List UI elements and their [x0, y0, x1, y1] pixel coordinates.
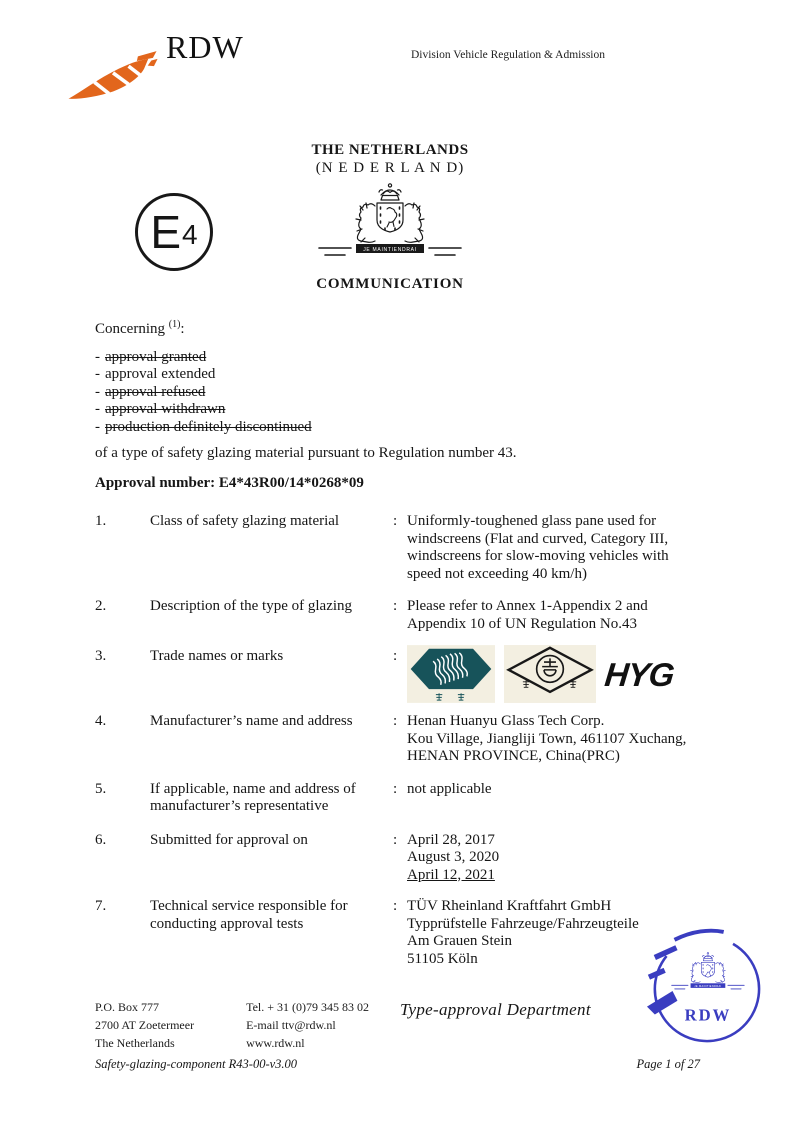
- stamp-feather-strokes-icon: [649, 931, 724, 978]
- footer-contact: Tel. + 31 (0)79 345 83 02 E-mail ttv@rdw.nl www.rdw.nl: [246, 1000, 370, 1050]
- hyg-logo: HYG: [603, 655, 676, 693]
- item-value: [407, 648, 707, 703]
- rdw-wordmark: RDW: [166, 29, 244, 65]
- huanyu-diamond-logo-icon: [504, 645, 596, 703]
- item-number: 6.: [95, 831, 107, 848]
- communication-heading: COMMUNICATION: [316, 276, 464, 292]
- item-colon: :: [393, 780, 398, 797]
- item-value: TÜV Rheinland Kraftfahrt GmbH Typprüfstelle Fahrzeuge/Fahrzeugteile Am Grauen Stein 51105 Köln: [407, 898, 639, 967]
- netherlands-coat-of-arms: [315, 182, 465, 264]
- division-title: Division Vehicle Regulation & Admission: [410, 49, 605, 61]
- footer: [95, 998, 369, 1052]
- item-label: If applicable, name and address of manufacturer’s representative: [150, 780, 356, 814]
- rdw-stamp: [645, 928, 763, 1048]
- item-technical-service: [95, 898, 707, 968]
- masthead: [0, 142, 780, 293]
- item-label: Class of safety glazing material: [150, 513, 340, 529]
- item-colon: :: [393, 648, 398, 664]
- option-approval-withdrawn: - approval withdrawn: [95, 401, 226, 417]
- latest-submission-date: April 12, 2021: [407, 866, 495, 883]
- item-value: Please refer to Annex 1-Appendix 2 and Appendix 10 of UN Regulation No.43: [407, 598, 648, 632]
- stamp-coat-of-arms: [672, 953, 745, 989]
- item-label: Manufacturer’s name and address: [150, 713, 353, 729]
- item-colon: :: [393, 898, 398, 914]
- trademark-logos: [407, 645, 707, 703]
- item-value: Uniformly-toughened glass pane used for windscreens (Flat and curved, Category III, windscreens for slow-moving vehicles with speed not exceeding 40 km/h): [407, 513, 669, 582]
- item-trade-names: [95, 648, 707, 703]
- item-colon: :: [393, 513, 398, 529]
- item-label: Trade names or marks: [150, 648, 284, 664]
- item-number: 3.: [95, 648, 107, 664]
- option-production-discontinued: - production definitely discontinued: [95, 418, 312, 435]
- item-number: 1.: [95, 513, 107, 529]
- item-number: 2.: [95, 598, 107, 614]
- stamp-brand-text: RDW: [684, 1005, 732, 1025]
- option-approval-granted: - approval granted: [95, 348, 207, 365]
- concerning-label: Concerning $^{(1)}$:: [95, 319, 185, 337]
- item-submitted-dates: [95, 832, 707, 885]
- country-subtitle: (N E D E R L A N D): [315, 160, 465, 176]
- approval-number-line: [95, 475, 707, 493]
- country-title: THE NETHERLANDS: [311, 142, 469, 158]
- option-approval-extended: - approval extended: [95, 366, 216, 382]
- item-class-of-glazing: [95, 513, 707, 583]
- rdw-feather-logo-icon: [64, 47, 160, 105]
- item-description: [95, 598, 707, 633]
- item-number: 4.: [95, 713, 107, 729]
- item-number: 5.: [95, 780, 107, 797]
- approval-number-label: Approval number:: [95, 474, 216, 491]
- bottom-row: [95, 1057, 700, 1072]
- department-signature: Type-approval Department: [400, 1000, 591, 1019]
- page-number: Page 1 of 27: [636, 1057, 700, 1071]
- item-colon: :: [393, 713, 398, 729]
- document-reference: Safety-glazing-component R43-00-v3.00: [95, 1057, 298, 1071]
- item-colon: :: [393, 598, 398, 614]
- item-manufacturer: [95, 713, 707, 766]
- item-colon: :: [393, 831, 398, 848]
- subject-line: of a type of safety glazing material pursuant to Regulation number 43.: [95, 445, 517, 461]
- item-representative: [95, 781, 707, 816]
- e-mark-number: 4: [182, 219, 198, 250]
- item-value: April 28, 2017 August 3, 2020 April 12, 2021: [407, 832, 707, 885]
- item-label: Technical service responsible for conducting approval tests: [150, 898, 348, 932]
- item-number: 7.: [95, 898, 107, 914]
- e-mark-letter: E: [150, 206, 182, 258]
- items-list: [95, 513, 707, 968]
- huanyu-hexagon-logo-icon: [407, 645, 495, 703]
- item-value: not applicable: [407, 780, 492, 797]
- footnote-ref: (1): [168, 319, 181, 330]
- item-label: Submitted for approval on: [150, 831, 308, 848]
- e4-approval-mark: [135, 193, 213, 271]
- item-value: Henan Huanyu Glass Tech Corp. Kou Village, Jiangliji Town, 461107 Xuchang, HENAN PROVINCE, China(PRC): [407, 713, 687, 764]
- option-approval-refused: - approval refused: [95, 383, 206, 400]
- item-label: Description of the type of glazing: [150, 598, 353, 614]
- concerning-section: [95, 316, 707, 492]
- approval-number-value: E4*43R00/14*0268*09: [218, 474, 364, 491]
- footer-address: P.O. Box 777 2700 AT Zoetermeer The Netherlands: [95, 1000, 195, 1050]
